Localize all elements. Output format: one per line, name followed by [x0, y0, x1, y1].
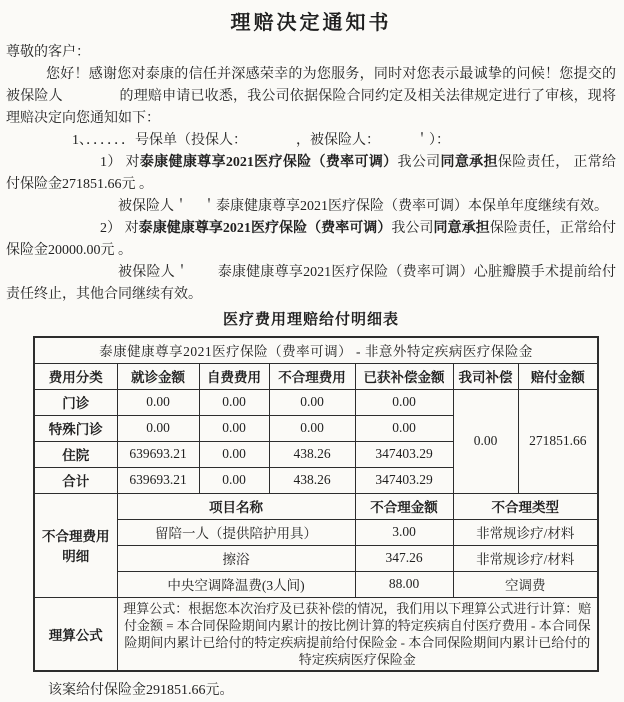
insured-note-2: 被保险人＇ 泰康健康尊享2021医疗保险（费率可调）心脏瓣膜手术提前给付责任终止，其他合同继续有效。	[6, 265, 616, 302]
item-amount-header: 不合理金额	[355, 493, 453, 519]
decision-1-agree: 同意承担	[440, 155, 498, 170]
compensated-cell: 0.00	[355, 389, 453, 415]
unreasonable-detail-label: 不合理费用明细	[34, 493, 117, 597]
decision-2-agree: 同意承担	[433, 221, 490, 236]
insured-note-1: 被保险人＇ ＇泰康健康尊享2021医疗保险（费率可调）本保单年度继续有效。	[118, 199, 608, 214]
claim-detail-table	[33, 336, 599, 672]
visit-amount-cell: 639693.21	[117, 441, 199, 467]
document-title: 理赔决定通知书	[230, 12, 392, 34]
detail-table-title: 医疗费用理赔给付明细表	[222, 312, 399, 328]
col-header-company-compensation: 我司补偿	[453, 363, 518, 389]
closing-line: 该案给付保险金291851.66元。	[48, 682, 234, 698]
item-amount-cell: 3.00	[355, 519, 453, 545]
decision-1-product: 泰康健康尊享2021医疗保险（费率可调）	[139, 155, 398, 170]
col-header-compensated: 已获补偿金额	[355, 363, 453, 389]
visit-amount-cell: 639693.21	[117, 467, 199, 493]
col-header-self-paid: 自费费用	[199, 363, 269, 389]
decision-1-rest: 保险责任， 正常给付保险金271851.66元 。	[6, 155, 617, 192]
visit-amount-cell: 0.00	[117, 389, 199, 415]
item-type-cell: 空调费	[453, 571, 598, 597]
item-amount-cell: 88.00	[355, 571, 453, 597]
decision-2-rest: 保险责任，正常给付保险金20000.00元 。	[6, 221, 617, 258]
unreasonable-item-row	[34, 571, 598, 597]
item-amount-cell: 347.26	[355, 545, 453, 571]
self-paid-cell: 0.00	[199, 389, 269, 415]
col-header-unreasonable-fee: 不合理费用	[269, 363, 355, 389]
decision-1-lead: 1） 对	[100, 155, 140, 170]
decision-2	[6, 218, 616, 262]
row-label: 合计	[34, 467, 117, 493]
compensated-cell: 0.00	[355, 415, 453, 441]
row-label: 特殊门诊	[34, 415, 117, 441]
col-header-payout-amount: 赔付金额	[518, 363, 598, 389]
item-type-cell: 非常规诊疗/材料	[453, 545, 598, 571]
self-paid-cell: 0.00	[199, 467, 269, 493]
self-paid-cell: 0.00	[199, 415, 269, 441]
item-name-cell: 擦浴	[117, 545, 355, 571]
self-paid-cell: 0.00	[199, 441, 269, 467]
item-type-header: 不合理类型	[453, 493, 598, 519]
unreasonable-item-row	[34, 519, 598, 545]
decision-2-product: 泰康健康尊享2021医疗保险（费率可调）	[138, 221, 392, 236]
item-name-cell: 中央空调降温费(3人间)	[117, 571, 355, 597]
formula-row	[34, 597, 598, 671]
unreasonable-cell: 438.26	[269, 467, 355, 493]
decision-1-mid: 我公司	[397, 155, 441, 170]
item-type-cell: 非常规诊疗/材料	[453, 519, 598, 545]
item-name-cell: 留陪一人（提供陪护用具）	[117, 519, 355, 545]
row-label: 住院	[34, 441, 117, 467]
col-header-fee-category: 费用分类	[34, 363, 117, 389]
span-header-row	[34, 337, 598, 363]
row-label: 门诊	[34, 389, 117, 415]
unreasonable-cell: 0.00	[269, 415, 355, 441]
payout-amount-merged-cell: 271851.66	[518, 389, 598, 493]
compensated-cell: 347403.29	[355, 441, 453, 467]
unreasonable-cell: 0.00	[269, 389, 355, 415]
decision-1	[6, 152, 616, 196]
unreasonable-detail-header-row	[34, 493, 598, 519]
company-compensation-merged-cell: 0.00	[453, 389, 518, 493]
formula-label: 理算公式	[34, 597, 117, 671]
column-header-row	[34, 363, 598, 389]
policy-line: 1、．．．．．．号保单（投保人： ，被保险人： ＇）：	[72, 133, 450, 148]
col-header-visit-amount: 就诊金额	[117, 363, 199, 389]
compensated-cell: 347403.29	[355, 467, 453, 493]
salutation: 尊敬的客户：	[6, 45, 90, 60]
item-name-header: 项目名称	[117, 493, 355, 519]
decision-2-mid: 我公司	[391, 221, 434, 236]
visit-amount-cell: 0.00	[117, 415, 199, 441]
product-span-header: 泰康健康尊享2021医疗保险（费率可调） - 非意外特定疾病医疗保险金	[34, 337, 598, 363]
decision-2-lead: 2） 对	[100, 221, 139, 236]
unreasonable-cell: 438.26	[269, 441, 355, 467]
intro-paragraph: 您好！感谢您对泰康的信任并深感荣幸的为您服务，同时对您表示最诚挚的问候！您提交的被保险人 的理赔申请已收悉，我公司依据保险合同约定及相关法律规定进行了审核，现将理赔决定向您通知如下：	[6, 67, 616, 126]
unreasonable-item-row	[34, 545, 598, 571]
fee-row-outpatient	[34, 389, 598, 415]
formula-text: 理算公式：根据您本次治疗及已获补偿的情况，我们用以下理算公式进行计算：赔付金额 = 本合同保险期间内累计的按比例计算的特定疾病自付医疗费用 - 本合同保险期间内累计已给付的特定疾病提前给付保险金 - 本合同保险期间内累计已给付的特定疾病医疗保险金	[117, 597, 598, 671]
